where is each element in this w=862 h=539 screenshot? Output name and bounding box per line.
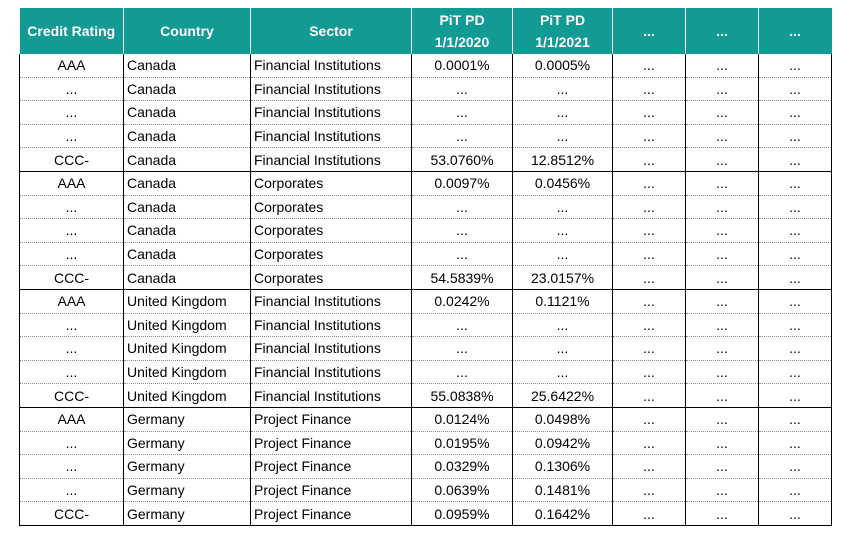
ellipsis-cell: ... <box>759 266 832 290</box>
ellipsis-cell: ... <box>613 478 686 502</box>
ellipsis-cell: ... <box>686 54 759 77</box>
sector-cell: Project Finance <box>251 502 412 526</box>
table-row <box>20 289 832 313</box>
country-cell: Canada <box>124 148 251 172</box>
ellipsis-cell: ... <box>613 407 686 431</box>
ellipsis-cell: ... <box>613 289 686 313</box>
pit-pd-2021-cell: ... <box>513 242 613 266</box>
ellipsis-cell: ... <box>686 77 759 101</box>
ellipsis-cell: ... <box>759 148 832 172</box>
pit-pd-2020-cell: 55.0838% <box>412 384 513 408</box>
ellipsis-cell: ... <box>613 54 686 77</box>
pit-pd-2020-cell: 54.5839% <box>412 266 513 290</box>
ellipsis-cell: ... <box>686 313 759 337</box>
country-cell: United Kingdom <box>124 337 251 361</box>
credit-rating-cell: ... <box>20 455 124 479</box>
ellipsis-cell: ... <box>759 384 832 408</box>
ellipsis-cell: ... <box>613 360 686 384</box>
ellipsis-cell: ... <box>613 384 686 408</box>
pit-pd-2021-cell: ... <box>513 195 613 219</box>
sector-cell: Financial Institutions <box>251 148 412 172</box>
credit-rating-cell: ... <box>20 313 124 337</box>
table-row <box>20 266 832 290</box>
sector-cell: Corporates <box>251 171 412 195</box>
country-cell: Canada <box>124 242 251 266</box>
credit-rating-cell: ... <box>20 77 124 101</box>
pit-pd-2020-cell: 0.0242% <box>412 289 513 313</box>
ellipsis-cell: ... <box>613 148 686 172</box>
country-cell: Germany <box>124 455 251 479</box>
header-ellipsis-1 <box>613 8 686 54</box>
ellipsis-cell: ... <box>759 195 832 219</box>
pit-pd-2020-cell: 0.0097% <box>412 171 513 195</box>
ellipsis-cell: ... <box>759 54 832 77</box>
ellipsis-cell: ... <box>759 289 832 313</box>
pit-pd-2021-cell: ... <box>513 101 613 125</box>
ellipsis-cell: ... <box>686 455 759 479</box>
ellipsis-cell: ... <box>686 148 759 172</box>
pit-pd-2020-cell: ... <box>412 219 513 243</box>
table-row <box>20 219 832 243</box>
sector-cell: Project Finance <box>251 478 412 502</box>
credit-rating-cell: AAA <box>20 54 124 77</box>
pit-pd-2020-cell: 0.0124% <box>412 407 513 431</box>
sector-cell: Corporates <box>251 195 412 219</box>
pit-pd-table <box>19 8 832 526</box>
pit-pd-2020-cell: 53.0760% <box>412 148 513 172</box>
ellipsis-cell: ... <box>613 195 686 219</box>
sector-cell: Corporates <box>251 242 412 266</box>
ellipsis-cell: ... <box>686 171 759 195</box>
ellipsis-cell: ... <box>686 101 759 125</box>
table-header <box>20 8 832 54</box>
table-row <box>20 242 832 266</box>
ellipsis-cell: ... <box>613 101 686 125</box>
pit-pd-2021-cell: ... <box>513 337 613 361</box>
ellipsis-cell: ... <box>759 455 832 479</box>
sector-cell: Financial Institutions <box>251 313 412 337</box>
ellipsis-cell: ... <box>759 407 832 431</box>
sector-cell: Corporates <box>251 266 412 290</box>
ellipsis-cell: ... <box>686 384 759 408</box>
ellipsis-cell: ... <box>686 337 759 361</box>
ellipsis-cell: ... <box>759 502 832 526</box>
header-label-line: Credit Rating <box>27 23 116 39</box>
country-cell: Germany <box>124 431 251 455</box>
credit-rating-cell: CCC- <box>20 266 124 290</box>
ellipsis-cell: ... <box>686 407 759 431</box>
header-ellipsis-3 <box>759 8 832 54</box>
pit-pd-2021-cell: 0.0498% <box>513 407 613 431</box>
ellipsis-cell: ... <box>613 455 686 479</box>
credit-rating-cell: ... <box>20 124 124 148</box>
header-sector <box>251 8 412 54</box>
credit-rating-cell: CCC- <box>20 148 124 172</box>
table-row <box>20 171 832 195</box>
credit-rating-cell: CCC- <box>20 502 124 526</box>
pit-pd-2020-cell: ... <box>412 242 513 266</box>
ellipsis-cell: ... <box>686 431 759 455</box>
table-row <box>20 478 832 502</box>
pit-pd-2020-cell: 0.0001% <box>412 54 513 77</box>
credit-rating-cell: ... <box>20 337 124 361</box>
header-label-line: 1/1/2020 <box>434 34 490 50</box>
pit-pd-2021-cell: ... <box>513 360 613 384</box>
table-row <box>20 431 832 455</box>
sector-cell: Corporates <box>251 219 412 243</box>
header-label-line: Country <box>160 23 214 39</box>
ellipsis-cell: ... <box>613 266 686 290</box>
sector-cell: Financial Institutions <box>251 54 412 77</box>
table-row <box>20 360 832 384</box>
credit-rating-cell: ... <box>20 478 124 502</box>
country-cell: United Kingdom <box>124 360 251 384</box>
sector-cell: Financial Institutions <box>251 77 412 101</box>
ellipsis-cell: ... <box>759 242 832 266</box>
ellipsis-cell: ... <box>759 337 832 361</box>
table-row <box>20 407 832 431</box>
ellipsis-cell: ... <box>759 313 832 337</box>
pit-pd-2021-cell: ... <box>513 77 613 101</box>
country-cell: Canada <box>124 171 251 195</box>
header-ellipsis-2 <box>686 8 759 54</box>
credit-rating-cell: AAA <box>20 171 124 195</box>
sector-cell: Financial Institutions <box>251 384 412 408</box>
table-row <box>20 54 832 77</box>
country-cell: Germany <box>124 502 251 526</box>
country-cell: Canada <box>124 101 251 125</box>
country-cell: Canada <box>124 266 251 290</box>
country-cell: Germany <box>124 478 251 502</box>
pit-pd-2021-cell: ... <box>513 124 613 148</box>
pit-pd-2020-cell: 0.0959% <box>412 502 513 526</box>
ellipsis-cell: ... <box>613 313 686 337</box>
pit-pd-2020-cell: ... <box>412 313 513 337</box>
ellipsis-cell: ... <box>759 101 832 125</box>
sector-cell: Financial Institutions <box>251 101 412 125</box>
country-cell: United Kingdom <box>124 313 251 337</box>
header-label-line: PiT PD <box>439 12 485 28</box>
ellipsis-cell: ... <box>759 219 832 243</box>
pit-pd-2021-cell: 12.8512% <box>513 148 613 172</box>
sector-cell: Project Finance <box>251 431 412 455</box>
pit-pd-2020-cell: ... <box>412 195 513 219</box>
credit-rating-cell: ... <box>20 195 124 219</box>
header-label-line: ... <box>716 23 728 39</box>
pit-pd-2021-cell: 0.1481% <box>513 478 613 502</box>
ellipsis-cell: ... <box>686 219 759 243</box>
ellipsis-cell: ... <box>613 242 686 266</box>
country-cell: Canada <box>124 124 251 148</box>
table-row <box>20 101 832 125</box>
pit-pd-2021-cell: ... <box>513 219 613 243</box>
pit-pd-2020-cell: ... <box>412 124 513 148</box>
table-row <box>20 502 832 526</box>
sector-cell: Project Finance <box>251 407 412 431</box>
ellipsis-cell: ... <box>613 219 686 243</box>
table-row <box>20 455 832 479</box>
credit-rating-cell: ... <box>20 431 124 455</box>
pit-pd-2020-cell: ... <box>412 101 513 125</box>
country-cell: Canada <box>124 219 251 243</box>
header-label-line: PiT PD <box>539 12 586 28</box>
credit-rating-cell: ... <box>20 101 124 125</box>
country-cell: Canada <box>124 77 251 101</box>
ellipsis-cell: ... <box>613 77 686 101</box>
sector-cell: Project Finance <box>251 455 412 479</box>
ellipsis-cell: ... <box>613 337 686 361</box>
credit-rating-cell: ... <box>20 360 124 384</box>
header-pit-pd-2020 <box>412 8 513 54</box>
credit-rating-cell: CCC- <box>20 384 124 408</box>
pit-pd-2021-cell: 0.0456% <box>513 171 613 195</box>
ellipsis-cell: ... <box>686 478 759 502</box>
ellipsis-cell: ... <box>759 360 832 384</box>
ellipsis-cell: ... <box>686 502 759 526</box>
table-row <box>20 195 832 219</box>
table-row <box>20 337 832 361</box>
sector-cell: Financial Institutions <box>251 337 412 361</box>
ellipsis-cell: ... <box>613 431 686 455</box>
table-row <box>20 148 832 172</box>
header-label-line: ... <box>789 23 801 39</box>
credit-rating-cell: ... <box>20 219 124 243</box>
country-cell: United Kingdom <box>124 384 251 408</box>
credit-rating-cell: AAA <box>20 289 124 313</box>
sector-cell: Financial Institutions <box>251 289 412 313</box>
ellipsis-cell: ... <box>759 124 832 148</box>
table-row <box>20 313 832 337</box>
ellipsis-cell: ... <box>686 242 759 266</box>
ellipsis-cell: ... <box>686 289 759 313</box>
ellipsis-cell: ... <box>759 478 832 502</box>
pit-pd-2021-cell: 25.6422% <box>513 384 613 408</box>
table-row <box>20 77 832 101</box>
table-row <box>20 384 832 408</box>
header-credit-rating <box>20 8 124 54</box>
country-cell: Canada <box>124 195 251 219</box>
pit-pd-2021-cell: 0.1642% <box>513 502 613 526</box>
pit-pd-2020-cell: ... <box>412 337 513 361</box>
ellipsis-cell: ... <box>759 431 832 455</box>
pit-pd-2020-cell: 0.0329% <box>412 455 513 479</box>
pit-pd-2020-cell: 0.0639% <box>412 478 513 502</box>
pit-pd-2021-cell: ... <box>513 313 613 337</box>
pit-pd-2021-cell: 23.0157% <box>513 266 613 290</box>
pit-pd-2020-cell: ... <box>412 360 513 384</box>
ellipsis-cell: ... <box>613 171 686 195</box>
ellipsis-cell: ... <box>613 124 686 148</box>
ellipsis-cell: ... <box>686 266 759 290</box>
table-row <box>20 124 832 148</box>
ellipsis-cell: ... <box>759 171 832 195</box>
ellipsis-cell: ... <box>686 124 759 148</box>
country-cell: United Kingdom <box>124 289 251 313</box>
header-label-line: 1/1/2021 <box>535 34 590 50</box>
pit-pd-2020-cell: 0.0195% <box>412 431 513 455</box>
pit-pd-2020-cell: ... <box>412 77 513 101</box>
ellipsis-cell: ... <box>686 195 759 219</box>
pit-pd-2021-cell: 0.0942% <box>513 431 613 455</box>
pit-pd-2021-cell: 0.1306% <box>513 455 613 479</box>
pit-pd-2021-cell: 0.0005% <box>513 54 613 77</box>
credit-rating-cell: AAA <box>20 407 124 431</box>
ellipsis-cell: ... <box>613 502 686 526</box>
table-body <box>20 54 832 525</box>
header-pit-pd-2021 <box>513 8 613 54</box>
header-label-line: Sector <box>309 23 353 39</box>
header-row <box>20 8 832 54</box>
country-cell: Canada <box>124 54 251 77</box>
header-country <box>124 8 251 54</box>
credit-rating-cell: ... <box>20 242 124 266</box>
sector-cell: Financial Institutions <box>251 124 412 148</box>
ellipsis-cell: ... <box>759 77 832 101</box>
sector-cell: Financial Institutions <box>251 360 412 384</box>
header-label-line: ... <box>643 23 655 39</box>
pit-pd-2021-cell: 0.1121% <box>513 289 613 313</box>
ellipsis-cell: ... <box>686 360 759 384</box>
country-cell: Germany <box>124 407 251 431</box>
